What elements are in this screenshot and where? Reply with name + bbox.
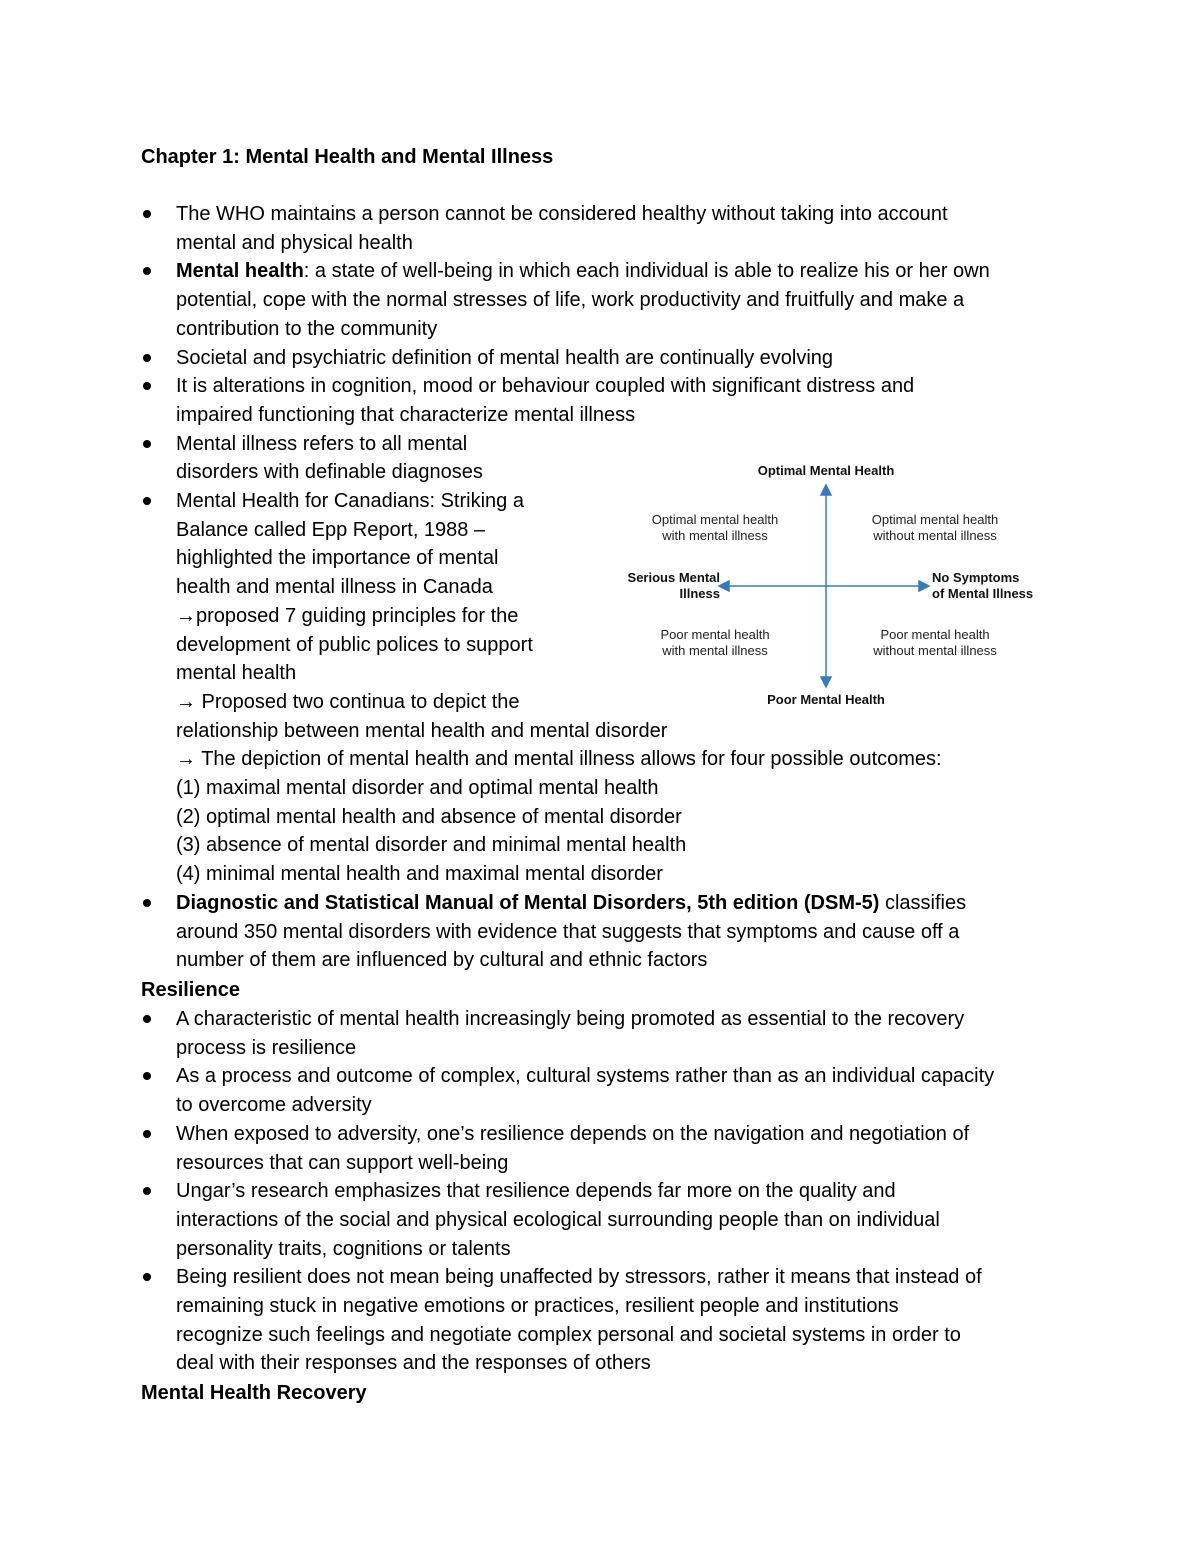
label-line: without mental illness — [873, 643, 997, 658]
text-line: When exposed to adversity, one’s resilience depends on the navigation and negotiation of — [176, 1122, 970, 1145]
text-line: (4) minimal mental health and maximal mental disorder — [176, 863, 663, 886]
term-mental-health: Mental health — [176, 260, 304, 283]
text-line: Being resilient does not mean being unaffected by stressors, rather it means that instead of — [176, 1266, 982, 1289]
list-item — [0, 1263, 994, 1378]
list-item — [0, 372, 990, 429]
two-continua-diagram — [600, 455, 1070, 715]
label-line: Poor mental health — [660, 627, 770, 642]
list-item — [0, 1120, 994, 1177]
text-line: impaired functioning that characterize mental illness — [176, 403, 636, 426]
list-item — [0, 1062, 994, 1119]
text-line: →proposed 7 guiding principles for the — [176, 604, 519, 627]
text-line: personality traits, cognitions or talents — [176, 1237, 511, 1260]
arrow-left-icon — [719, 581, 729, 591]
text-line: health and mental illness in Canada — [176, 576, 493, 599]
label-line: with mental illness — [662, 643, 768, 658]
text-line: deal with their responses and the responses of others — [176, 1352, 651, 1375]
text-line: Mental illness refers to all mental — [176, 432, 468, 455]
arrow-up-icon — [821, 485, 831, 495]
text-fragment: classifies — [879, 891, 967, 914]
section-heading-recovery: Mental Health Recovery — [141, 1382, 367, 1404]
label-poor-mental-health: Poor Mental Health — [767, 692, 885, 707]
text-line: recognize such feelings and negotiate complex personal and societal systems in order to — [176, 1323, 961, 1346]
list-item — [0, 344, 990, 373]
text-line: contribution to the community — [176, 317, 438, 340]
text-line: → The depiction of mental health and mental illness allows for four possible outcomes: — [176, 748, 942, 771]
text-line: to overcome adversity — [176, 1094, 372, 1117]
quadrant-bottom-right — [855, 627, 1015, 659]
text-line — [176, 257, 990, 286]
text-line: number of them are influenced by cultural and ethnic factors — [176, 949, 708, 972]
label-optimal-mental-health: Optimal Mental Health — [757, 463, 895, 478]
text-line: resources that can support well-being — [176, 1151, 509, 1174]
label-serious-mental-illness — [600, 570, 720, 602]
quadrant-bottom-left — [640, 627, 790, 659]
list-item — [0, 889, 990, 975]
text-line: A characteristic of mental health increasingly being promoted as essential to the recovery — [176, 1008, 965, 1030]
section-heading-resilience: Resilience — [141, 979, 240, 1001]
text-line: As a process and outcome of complex, cultural systems rather than as an individual capacity — [176, 1065, 995, 1088]
label-line: Serious Mental — [627, 570, 720, 585]
arrow-right-icon — [919, 581, 929, 591]
text-line: mental health — [176, 662, 297, 685]
quadrant-top-left — [640, 512, 790, 544]
text-line: The WHO maintains a person cannot be considered healthy without taking into account — [176, 203, 948, 225]
list-item — [0, 257, 990, 343]
label-line: Optimal mental health — [871, 512, 999, 527]
text-line: (2) optimal mental health and absence of mental disorder — [176, 805, 682, 828]
text-line: development of public polices to support — [176, 633, 533, 656]
label-line: No Symptoms — [932, 570, 1020, 585]
text-line: (3) absence of mental disorder and minimal mental health — [176, 834, 687, 857]
arrow-down-icon — [821, 677, 831, 687]
text-line: It is alterations in cognition, mood or behaviour coupled with significant distress and — [176, 375, 915, 398]
text-line: potential, cope with the normal stresses of life, work productivity and fruitfully and make a — [176, 289, 965, 312]
label-line: without mental illness — [873, 528, 997, 543]
list-item — [0, 200, 990, 257]
text-line: around 350 mental disorders with evidence that suggests that symptoms and cause off a — [176, 920, 960, 943]
text-line: Societal and psychiatric definition of mental health are continually evolving — [176, 346, 834, 369]
term-dsm5: Diagnostic and Statistical Manual of Mental Disorders, 5th edition (DSM-5) — [176, 891, 880, 914]
label-line: Illness — [679, 586, 720, 601]
text-line: → Proposed two continua to depict the — [176, 690, 520, 713]
text-line: relationship between mental health and mental disorder — [176, 719, 668, 742]
text-line: disorders with definable diagnoses — [176, 461, 483, 484]
page-title: Chapter 1: Mental Health and Mental Illness — [141, 146, 554, 168]
text-line — [176, 889, 990, 918]
text-line: process is resilience — [176, 1036, 357, 1059]
text-line: Balance called Epp Report, 1988 – — [176, 518, 486, 541]
quadrant-top-right — [855, 512, 1015, 544]
text-line: Ungar’s research emphasizes that resilience depends far more on the quality and — [176, 1180, 896, 1203]
label-line: with mental illness — [662, 528, 768, 543]
text-line: highlighted the importance of mental — [176, 547, 499, 570]
label-line: Poor mental health — [880, 627, 990, 642]
text-line: interactions of the social and physical ecological surrounding people than on individual — [176, 1208, 940, 1231]
label-line: of Mental Illness — [932, 586, 1034, 601]
text-line: mental and physical health — [176, 231, 413, 254]
label-no-symptoms — [932, 570, 1062, 602]
list-item — [0, 1005, 994, 1062]
list-item — [0, 1177, 994, 1263]
text-line: remaining stuck in negative emotions or practices, resilient people and institutions — [176, 1295, 899, 1318]
text-line: (1) maximal mental disorder and optimal mental health — [176, 777, 659, 800]
bullet-list-resilience — [0, 1005, 994, 1378]
text-line: Mental Health for Canadians: Striking a — [176, 490, 524, 513]
text-fragment: : a state of well-being in which each individual is able to realize his or her own — [303, 260, 990, 283]
label-line: Optimal mental health — [651, 512, 779, 527]
